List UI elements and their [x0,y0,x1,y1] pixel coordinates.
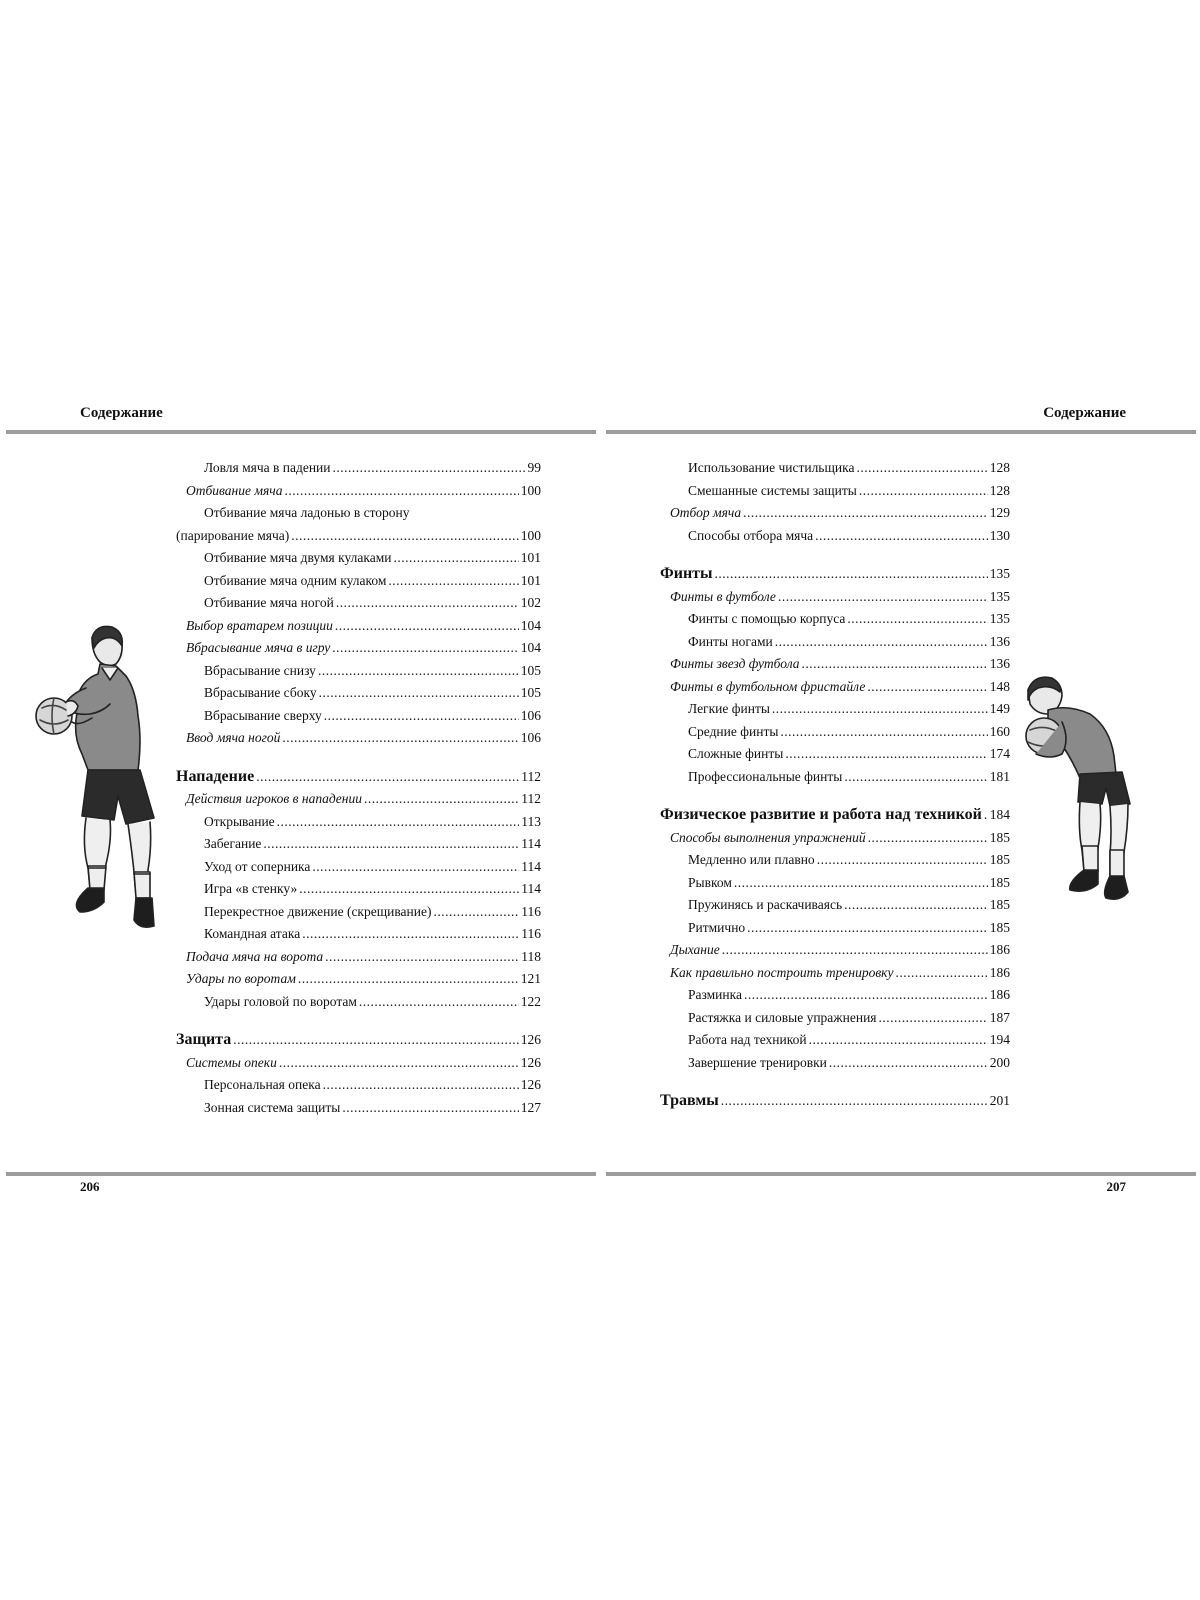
toc-entry-page: 185 [989,852,1010,867]
toc-subsection-entry [176,811,541,834]
toc-entry-page: 116 [521,903,541,919]
toc-entry-page: 113 [521,813,541,829]
dot-leader [895,962,987,985]
dot-leader [778,586,988,609]
toc-entry-page: 101 [520,550,541,565]
dot-leader [388,570,518,593]
toc-entry-page: 100 [520,482,541,498]
dot-leader [284,480,518,503]
toc-entry-page: 99 [527,460,541,475]
dot-leader [785,743,987,766]
toc-entry-title: Профессиональные финты [688,768,843,784]
dot-leader [780,721,987,744]
toc-subsection-entry [660,525,1010,548]
running-header: Содержание [1043,405,1126,421]
toc-entry-page: 194 [989,1032,1010,1047]
dot-leader [319,682,519,705]
toc-entry-title: Отбивание мяча [186,482,283,498]
toc-entry-page: 114 [521,836,541,851]
dot-leader [364,788,519,811]
toc-entry-page: 185 [989,897,1010,912]
toc-subsection-entry [176,856,541,879]
toc-entry-page: 160 [989,723,1010,739]
toc-entry-title: Командная атака [204,926,301,941]
toc-entry-page: 105 [520,662,541,678]
toc-entry-title: Финты ногами [688,633,773,649]
toc-entry-page: 200 [989,1054,1010,1070]
toc-subsection-entry [660,849,1010,872]
toc-entry-title: Забегание [204,836,262,851]
dot-leader [323,1074,519,1097]
dot-leader [433,901,519,924]
toc-section-entry [176,788,541,811]
toc-entry-page: 126 [520,1077,541,1092]
page-number: 206 [80,1179,100,1194]
toc-entry-page: 185 [989,874,1010,890]
toc-entry-title: Травмы [660,1092,719,1109]
toc-entry-title: Медленно или плавно [688,852,815,867]
toc-entry-page: 126 [520,1054,541,1070]
dot-leader [263,833,519,856]
dot-leader [335,615,519,638]
toc-chapter-entry [660,563,1010,586]
toc-entry-title: Смешанные системы защиты [688,482,857,498]
toc-entry-title: Удары головой по воротам [204,993,357,1009]
toc-entry-title: Финты в футбольном фристайле [670,678,866,694]
dot-leader [312,856,519,879]
toc-entry-page: 185 [989,829,1010,845]
dot-leader [715,563,988,586]
toc-subsection-entry [660,766,1010,789]
toc-entry-title: Ввод мяча ногой [186,730,281,745]
toc-subsection-entry [660,631,1010,654]
dot-leader [817,849,988,872]
toc-entry-page: 101 [520,572,541,588]
dot-leader [233,1029,519,1052]
dot-leader [325,946,519,969]
toc-entry-title: Физическое развитие и работа над техникой [660,806,982,823]
toc-subsection-entry [176,878,541,901]
toc-chapter-entry [176,1029,541,1052]
footer-rule [606,1172,1196,1176]
header-rule [6,430,596,434]
toc-entry-page: 187 [989,1009,1010,1025]
dot-leader [394,547,519,570]
dot-leader [744,984,988,1007]
toc-subsection-entry [176,1097,541,1120]
dot-leader [747,917,988,940]
dot-leader [256,766,519,789]
toc-subsection-entry [660,608,1010,631]
toc-entry-page: 128 [989,460,1010,475]
toc-entry-page: 118 [521,948,541,964]
dot-leader [829,1052,988,1075]
toc-entry-title: Способы выполнения упражнений [670,829,866,845]
toc-entry-title: (парирование мяча) [176,527,290,543]
toc-subsection-entry [660,698,1010,721]
toc-entry-page: 136 [989,656,1010,671]
toc-section-entry [660,653,1010,676]
toc-section-entry [660,586,1010,609]
toc-section-entry [176,968,541,991]
toc-entry-title: Защита [176,1031,232,1048]
toc-entry-title: Подача мяча на ворота [186,948,324,964]
dot-leader [856,457,987,480]
toc-entry-title: Отбивание мяча ногой [204,595,334,610]
toc-entry-page: 186 [989,942,1010,957]
toc-entry-page: 135 [989,611,1010,626]
toc-entry-title: Зонная система защиты [204,1099,341,1115]
toc-entry-page: 126 [520,1032,541,1047]
toc-entry-page: 100 [520,527,541,543]
dot-leader [868,827,988,850]
page-number: 207 [1106,1179,1126,1194]
toc-entry-title: Работа над техникой [688,1032,807,1047]
toc-entry-title: Финты [660,565,713,582]
toc-subsection-entry [660,721,1010,744]
dot-leader [859,480,988,503]
dot-leader [291,525,519,548]
toc-entry-title: Легкие финты [688,701,770,716]
toc-entry-title: Отбивание мяча ладонью в сторону [204,505,410,520]
toc-entry-page: 121 [520,971,541,986]
toc-subsection-entry [176,682,541,705]
toc-subsection-entry [176,660,541,683]
toc-entry-page: 184 [989,807,1010,822]
toc-entry-title: Вбрасывание снизу [204,662,316,678]
dot-leader [336,592,519,615]
toc-entry-page: 129 [989,505,1010,520]
dot-leader [743,502,988,525]
footer-rule [6,1172,596,1176]
running-header: Содержание [80,405,163,421]
toc-section-entry [176,637,541,660]
toc-entry-title: Финты с помощью корпуса [688,611,846,626]
toc-subsection-entry [176,570,541,593]
toc-section-entry [660,827,1010,850]
toc-entry-title: Пружинясь и раскачиваясь [688,897,843,912]
header-rule [606,430,1196,434]
toc-entry-page: 201 [989,1093,1010,1108]
toc-entry-title: Сложные финты [688,746,784,761]
toc-section-entry [660,962,1010,985]
toc-entry-page: 185 [989,919,1010,935]
toc-entry-page: 102 [520,595,541,610]
toc-section-entry [176,480,541,503]
toc-entry-title: Удары по воротам [186,971,296,986]
toc-subsection-entry [660,917,1010,940]
toc-entry-page: 135 [989,566,1010,581]
toc-entry-page: 186 [989,964,1010,980]
toc-subsection-entry [176,923,541,946]
dot-leader [775,631,988,654]
toc-subsection-entry [660,743,1010,766]
toc-subsection-entry [176,525,541,548]
dot-leader [772,698,988,721]
goalkeeper-illustration [30,620,170,940]
toc-subsection-entry [176,901,541,924]
toc-entry-page: 174 [989,746,1010,761]
toc-entry-page: 149 [989,701,1010,716]
dot-leader [282,727,518,750]
dot-leader [844,894,988,917]
toc-subsection-entry [660,984,1010,1007]
toc-entry-page: 106 [520,707,541,723]
dot-leader [809,1029,988,1052]
toc-entry-page: 122 [520,993,541,1009]
toc-subsection-entry [176,457,541,480]
toc-entry-title: Отбивание мяча двумя кулаками [204,550,392,565]
toc-subsection-entry [176,991,541,1014]
toc-entry-title: Перекрестное движение (скрещивание) [204,903,432,919]
toc-subsection-entry [176,705,541,728]
toc-entry-title: Вбрасывание сверху [204,707,322,723]
dot-leader [298,968,519,991]
table-of-contents [176,457,541,1119]
dot-leader [318,660,519,683]
toc-entry-page: 112 [521,768,541,784]
toc-chapter-entry [660,1090,1010,1113]
toc-entry-title: Отбор мяча [670,505,742,520]
toc-entry-title: Ловля мяча в падении [204,460,331,475]
toc-section-entry [660,939,1010,962]
toc-subsection-entry [176,833,541,856]
dot-leader [879,1007,988,1030]
dot-leader [333,457,526,480]
dot-leader [302,923,519,946]
toc-entry-title: Отбивание мяча одним кулаком [204,572,387,588]
toc-entry-page: 130 [989,527,1010,543]
toc-entry-title: Вбрасывание сбоку [204,685,317,700]
toc-entry-title: Действия игроков в нападении [186,791,363,806]
toc-entry-title: Как правильно построить тренировку [670,964,894,980]
dot-leader [277,811,520,834]
toc-entry-title: Разминка [688,987,742,1002]
toc-entry-page: 136 [989,633,1010,649]
toc-entry-title: Уход от соперника [204,858,311,874]
toc-entry-title: Нападение [176,767,255,785]
toc-entry-title: Финты в футболе [670,588,776,604]
toc-entry-title: Способы отбора мяча [688,527,814,543]
dot-leader [815,525,988,548]
toc-entry-page: 128 [989,482,1010,498]
toc-entry-title: Дыхание [670,942,720,957]
toc-entry-title: Рывком [688,874,732,890]
toc-subsection-entry [660,894,1010,917]
toc-subsection-entry [660,1029,1010,1052]
toc-subsection-entry [660,1007,1010,1030]
dot-leader [332,637,518,660]
dot-leader [324,705,519,728]
toc-entry-page: 135 [989,588,1010,604]
dot-leader [984,804,988,827]
toc-section-entry [176,1052,541,1075]
toc-entry-title: Системы опеки [186,1054,277,1070]
toc-subsection-entry [660,480,1010,503]
dot-leader [847,608,987,631]
dot-leader [844,766,987,789]
player-illustration [1010,670,1140,920]
toc-entry-title: Выбор вратарем позиции [186,617,333,633]
toc-entry-title: Ритмично [688,919,746,935]
table-of-contents [660,457,1010,1113]
toc-subsection-entry [176,502,541,525]
toc-entry-title: Средние финты [688,723,779,739]
toc-subsection-entry [176,1074,541,1097]
toc-chapter-entry [176,766,541,789]
toc-entry-title: Финты звезд футбола [670,656,800,671]
toc-entry-title: Растяжка и силовые упражнения [688,1009,877,1025]
dot-leader [279,1052,519,1075]
toc-subsection-entry [660,872,1010,895]
toc-entry-page: 106 [520,730,541,745]
dot-leader [734,872,988,895]
toc-entry-page: 112 [521,791,541,806]
toc-entry-page: 114 [521,881,541,896]
toc-entry-title: Использование чистильщика [688,460,855,475]
toc-entry-page: 181 [989,768,1010,784]
toc-entry-page: 127 [520,1099,541,1115]
dot-leader [802,653,988,676]
dot-leader [721,1090,988,1113]
toc-subsection-entry [176,592,541,615]
toc-subsection-entry [176,547,541,570]
toc-subsection-entry [660,1052,1010,1075]
toc-entry-page: 105 [520,685,541,700]
dot-leader [359,991,519,1014]
toc-entry-title: Игра «в стенку» [204,881,298,896]
toc-entry-page: 148 [989,678,1010,694]
toc-entry-title: Вбрасывание мяча в игру [186,640,331,655]
dot-leader [722,939,988,962]
toc-subsection-entry [660,457,1010,480]
toc-entry-title: Открывание [204,813,275,829]
toc-entry-page: 104 [520,640,541,655]
dot-leader [342,1097,518,1120]
toc-entry-page: 116 [521,926,541,941]
toc-section-entry [660,676,1010,699]
toc-section-entry [176,946,541,969]
toc-entry-title: Персональная опека [204,1077,321,1092]
toc-section-entry [176,615,541,638]
dot-leader [867,676,987,699]
toc-entry-page: 114 [521,858,541,874]
dot-leader [299,878,519,901]
toc-entry-page: 186 [989,987,1010,1002]
toc-section-entry [660,502,1010,525]
toc-entry-page: 104 [520,617,541,633]
toc-entry-title: Завершение тренировки [688,1054,827,1070]
toc-section-entry [176,727,541,750]
toc-chapter-entry [660,804,1010,827]
